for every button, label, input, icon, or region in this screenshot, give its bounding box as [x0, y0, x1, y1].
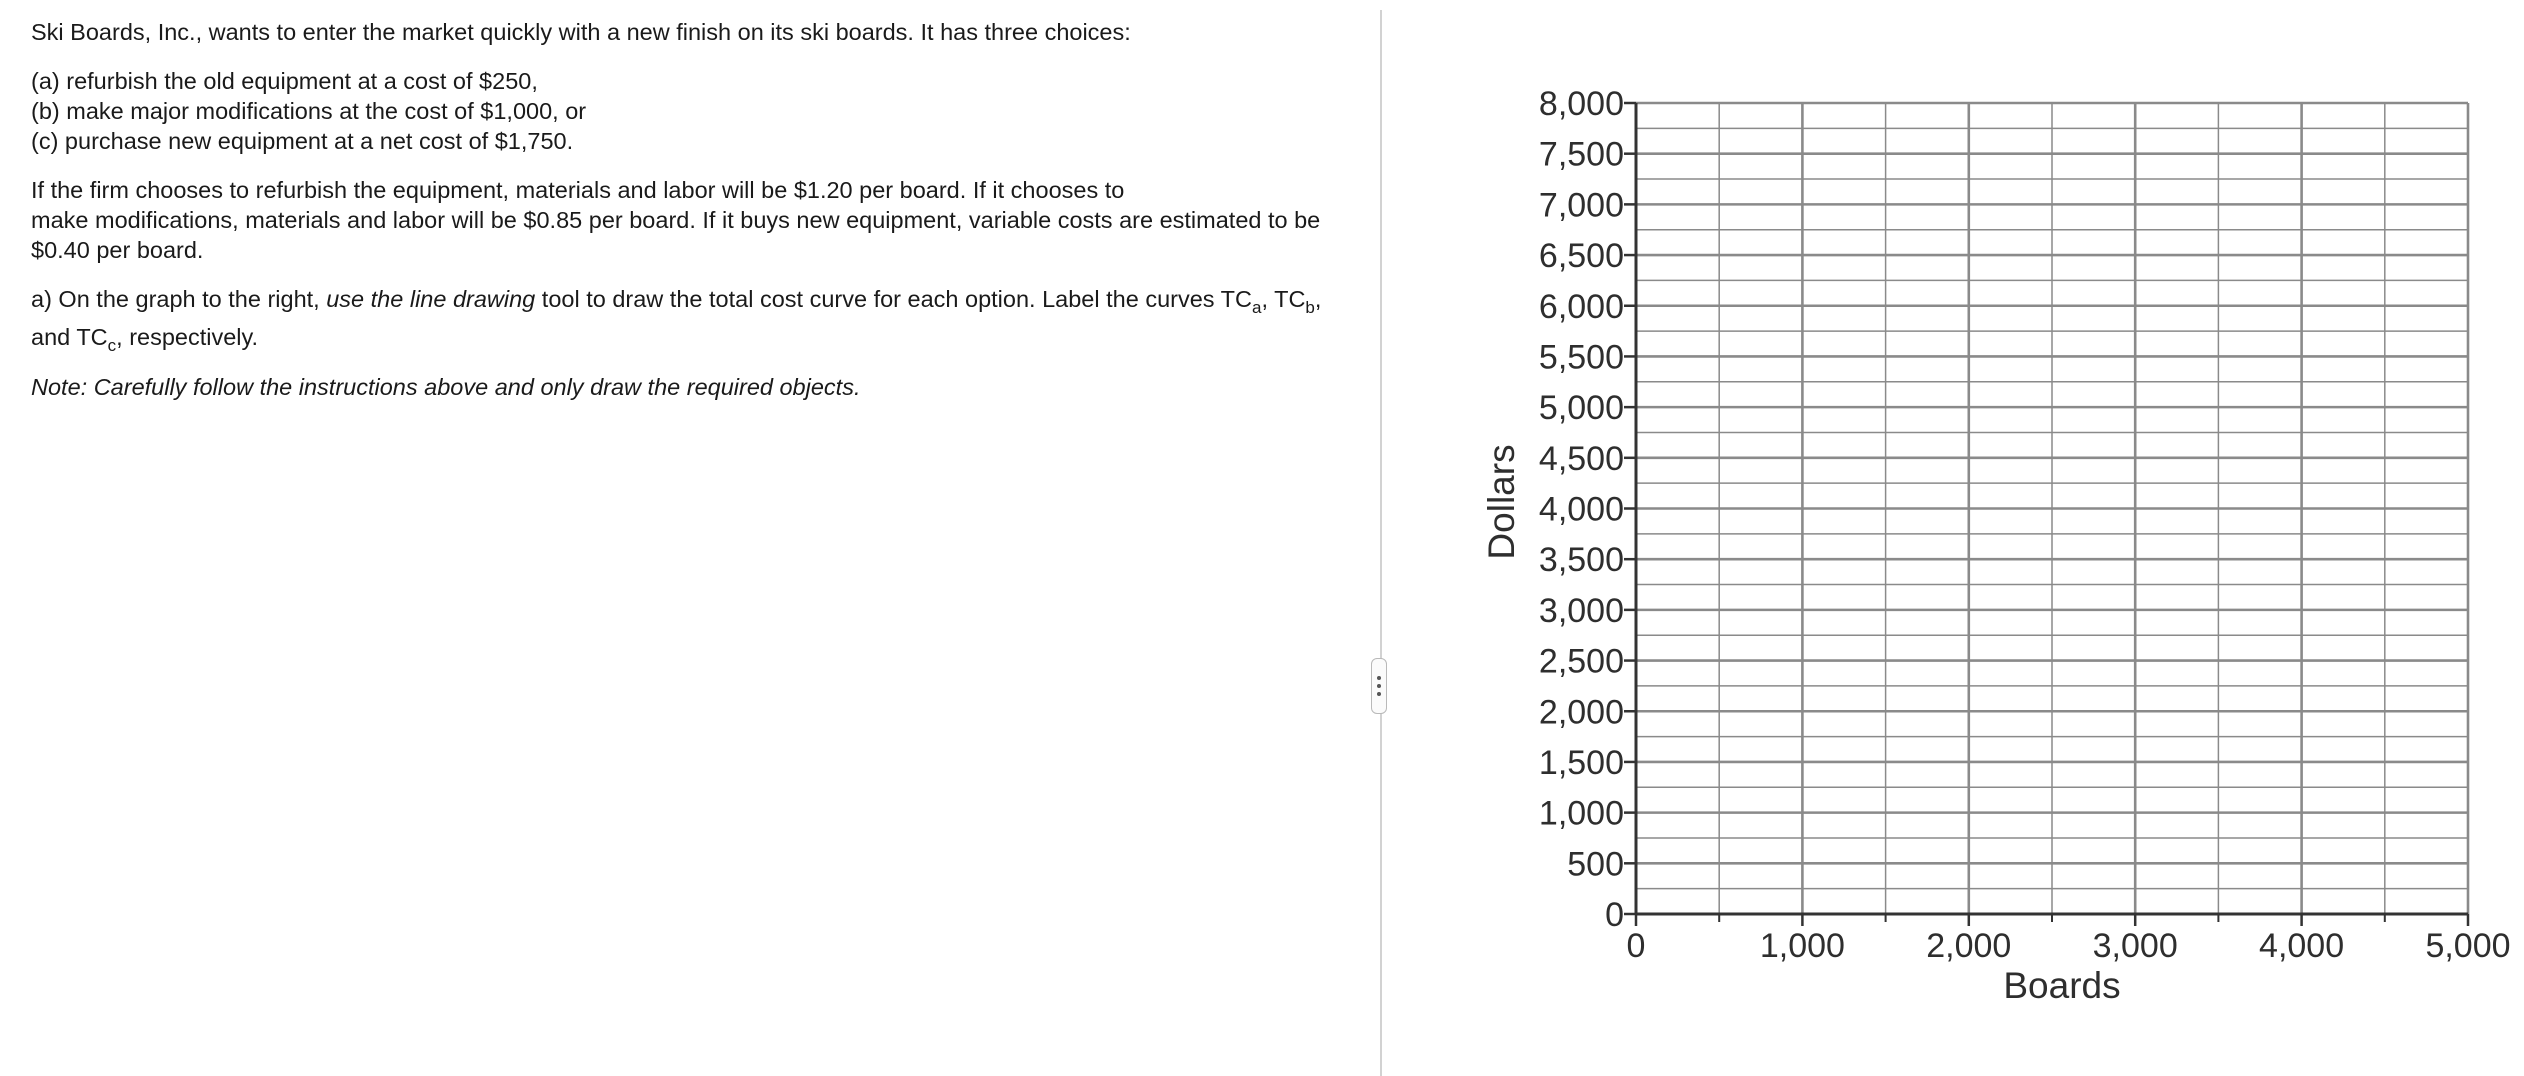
y-tick-label: 3,500 [1538, 541, 1624, 580]
y-tick-label: 5,500 [1538, 338, 1624, 377]
y-tick-label: 1,000 [1538, 794, 1624, 833]
graph-panel[interactable] [1460, 60, 2520, 1020]
x-tick-label: 5,000 [2425, 927, 2511, 965]
grip-dot [1377, 676, 1381, 680]
task-sep-1: , TC [1261, 286, 1306, 312]
y-tick-label: 3,000 [1538, 591, 1624, 630]
note-text: Note: Carefully follow the instructions above and only draw the required objects. [31, 374, 861, 400]
y-tick-label: 4,500 [1538, 439, 1624, 478]
task-instruction [31, 280, 1361, 356]
pane-divider [1380, 10, 1382, 1076]
x-tick-label: 0 [1626, 927, 1646, 965]
y-tick-label: 8,000 [1538, 85, 1624, 123]
tick-labels [1539, 85, 2511, 965]
y-tick-label: 2,500 [1538, 642, 1624, 681]
task-mid: tool to draw the total cost curve for each option. Label the curves TC [535, 286, 1252, 312]
subscript-b: b [1305, 298, 1315, 317]
grip-dot [1377, 684, 1381, 688]
task-sep-2: , [1314, 286, 1322, 312]
task-line2-prefix: and TC [31, 324, 108, 350]
y-tick-label: 4,000 [1538, 490, 1624, 529]
ticks [1624, 103, 2468, 926]
x-tick-label: 1,000 [1759, 927, 1845, 965]
problem-intro: Ski Boards, Inc., wants to enter the market quickly with a new finish on its ski boards. It has three choices: [31, 19, 1131, 45]
y-tick-label: 0 [1605, 896, 1624, 934]
costs-line-3: $0.40 per board. [31, 237, 204, 263]
costs-line-1: If the firm chooses to refurbish the equipment, materials and labor will be $1.20 per board. If it chooses to [31, 177, 1125, 203]
task-prefix: a) On the graph to the right, [31, 286, 327, 312]
y-tick-label: 1,500 [1538, 743, 1624, 782]
y-tick-label: 500 [1567, 845, 1624, 884]
y-tick-label: 6,000 [1538, 287, 1624, 326]
costs-paragraph [31, 175, 1361, 265]
choices-list [31, 66, 1361, 156]
task-tool-name: use the line drawing [326, 286, 536, 312]
x-axis-label: Boards [2003, 965, 2121, 1006]
choice-c: (c) purchase new equipment at a net cost of $1,750. [31, 128, 574, 154]
x-tick-label: 2,000 [1926, 927, 2012, 965]
question-text [31, 17, 1361, 402]
y-tick-label: 7,500 [1538, 135, 1624, 174]
x-tick-label: 3,000 [2092, 927, 2178, 965]
grip-dot [1377, 692, 1381, 696]
costs-line-2: make modifications, materials and labor will be $0.85 per board. If it buys new equipment, variable costs are estimated to be [31, 207, 1321, 233]
y-tick-label: 5,000 [1538, 389, 1624, 428]
choice-b: (b) make major modifications at the cost of $1,000, or [31, 98, 587, 124]
y-axis-label: Dollars [1481, 444, 1522, 560]
subscript-c: c [107, 336, 117, 355]
task-line2-suffix: , respectively. [116, 324, 259, 350]
y-tick-label: 2,000 [1538, 693, 1624, 732]
cost-graph[interactable] [1460, 60, 2520, 1020]
y-tick-label: 6,500 [1538, 237, 1624, 276]
x-tick-label: 4,000 [2259, 927, 2345, 965]
choice-a: (a) refurbish the old equipment at a cost of $250, [31, 68, 538, 94]
y-tick-label: 7,000 [1538, 186, 1624, 225]
subscript-a: a [1251, 298, 1262, 317]
splitter-handle[interactable] [1371, 658, 1387, 714]
